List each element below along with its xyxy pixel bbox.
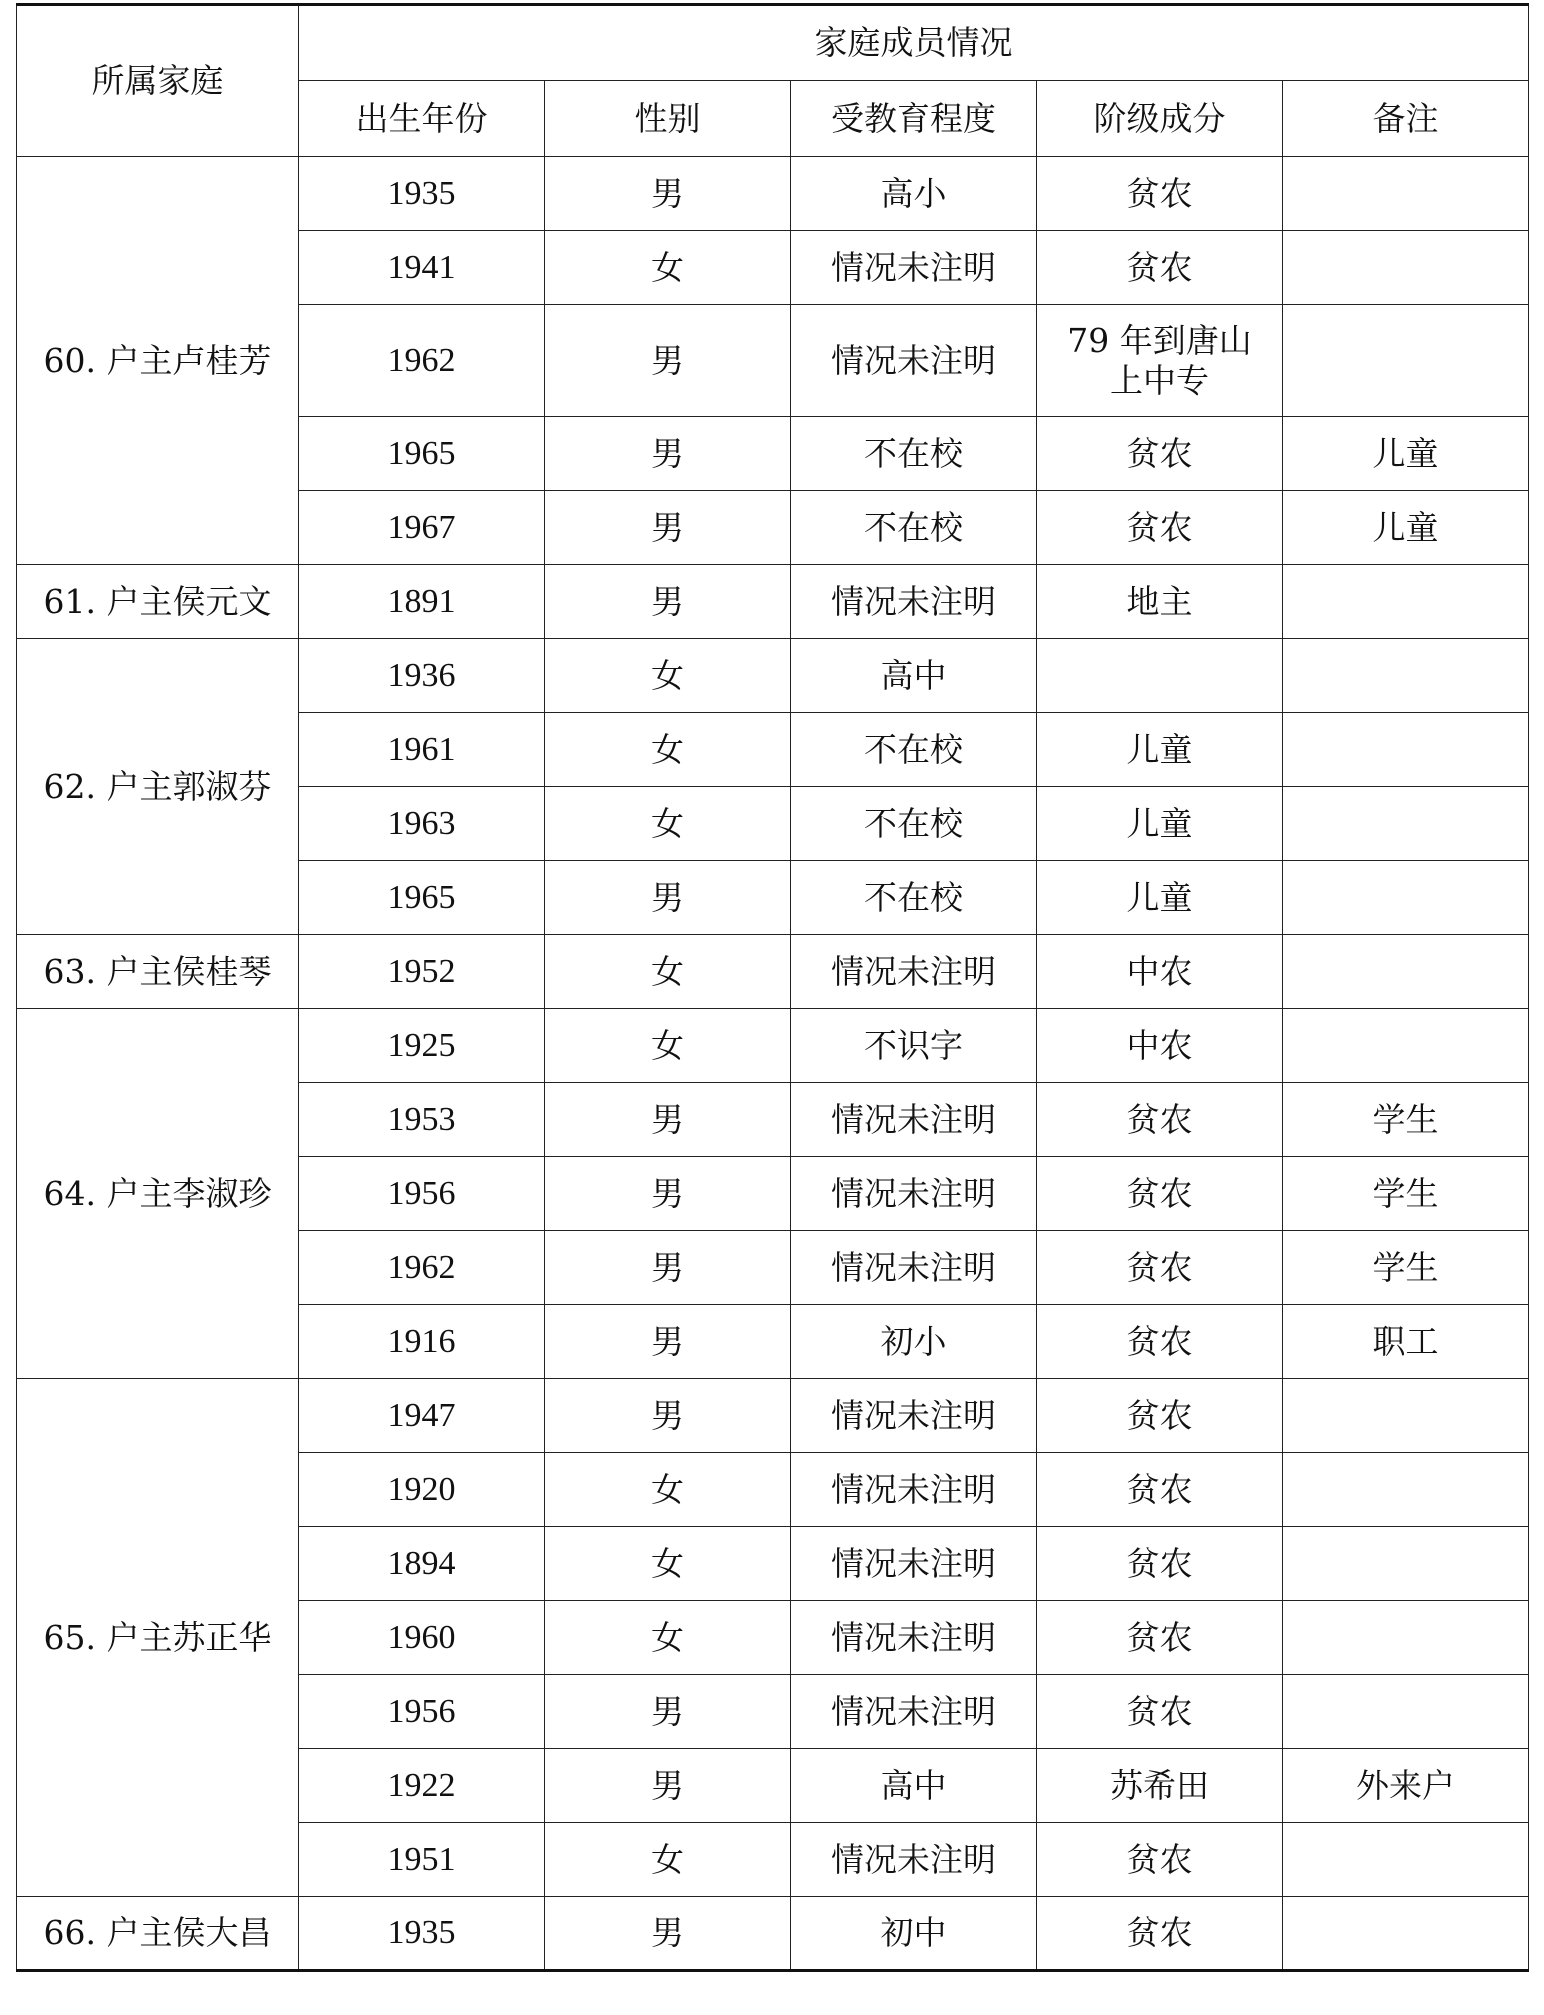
member-note	[1283, 1453, 1529, 1527]
member-sex: 男	[545, 157, 791, 231]
member-education: 情况未注明	[791, 1527, 1037, 1601]
member-sex: 女	[545, 231, 791, 305]
member-education: 情况未注明	[791, 231, 1037, 305]
member-note	[1283, 1823, 1529, 1897]
table-row	[17, 639, 1529, 713]
member-birth-year: 1935	[299, 1897, 545, 1971]
header-sex: 性别	[545, 81, 791, 157]
member-class-status: 贫农	[1037, 491, 1283, 565]
member-birth-year: 1947	[299, 1379, 545, 1453]
member-class-status: 苏希田	[1037, 1749, 1283, 1823]
member-education: 不在校	[791, 713, 1037, 787]
member-sex: 女	[545, 1009, 791, 1083]
household-name: 62. 户主郭淑芬	[17, 639, 299, 935]
member-sex: 男	[545, 565, 791, 639]
member-class-status: 贫农	[1037, 157, 1283, 231]
member-birth-year: 1960	[299, 1601, 545, 1675]
header-class-status: 阶级成分	[1037, 81, 1283, 157]
member-sex: 男	[545, 1305, 791, 1379]
member-class-status: 贫农	[1037, 1527, 1283, 1601]
member-sex: 男	[545, 417, 791, 491]
member-birth-year: 1951	[299, 1823, 545, 1897]
header-birth-year: 出生年份	[299, 81, 545, 157]
member-birth-year: 1965	[299, 861, 545, 935]
member-sex: 男	[545, 305, 791, 417]
member-note	[1283, 1379, 1529, 1453]
household-members-table	[16, 3, 1529, 1972]
member-class-status: 儿童	[1037, 861, 1283, 935]
member-note: 学生	[1283, 1083, 1529, 1157]
header-education: 受教育程度	[791, 81, 1037, 157]
member-note	[1283, 565, 1529, 639]
member-sex: 女	[545, 639, 791, 713]
member-sex: 男	[545, 1379, 791, 1453]
member-class-status: 贫农	[1037, 1305, 1283, 1379]
member-birth-year: 1956	[299, 1675, 545, 1749]
member-sex: 男	[545, 1083, 791, 1157]
table-row	[17, 565, 1529, 639]
member-note: 学生	[1283, 1157, 1529, 1231]
member-class-status: 中农	[1037, 1009, 1283, 1083]
member-education: 初小	[791, 1305, 1037, 1379]
member-sex: 男	[545, 491, 791, 565]
member-birth-year: 1965	[299, 417, 545, 491]
member-note	[1283, 1527, 1529, 1601]
member-class-status: 贫农	[1037, 1675, 1283, 1749]
member-education: 情况未注明	[791, 1083, 1037, 1157]
member-note	[1283, 787, 1529, 861]
member-note	[1283, 1675, 1529, 1749]
member-sex: 女	[545, 713, 791, 787]
member-note: 儿童	[1283, 417, 1529, 491]
member-sex: 男	[545, 1157, 791, 1231]
table-row	[17, 1379, 1529, 1453]
household-name: 63. 户主侯桂琴	[17, 935, 299, 1009]
table-row	[17, 1897, 1529, 1971]
member-education: 情况未注明	[791, 1157, 1037, 1231]
member-note: 外来户	[1283, 1749, 1529, 1823]
member-sex: 女	[545, 1823, 791, 1897]
member-note: 儿童	[1283, 491, 1529, 565]
member-class-status: 贫农	[1037, 1897, 1283, 1971]
member-sex: 男	[545, 1231, 791, 1305]
member-class-status: 贫农	[1037, 1083, 1283, 1157]
member-education: 不在校	[791, 787, 1037, 861]
member-sex: 女	[545, 1527, 791, 1601]
member-note	[1283, 157, 1529, 231]
header-row-group	[17, 5, 1529, 81]
member-education: 情况未注明	[791, 1823, 1037, 1897]
member-class-status-text: 79 年到唐山上中专	[1067, 320, 1252, 400]
member-education: 情况未注明	[791, 305, 1037, 417]
member-birth-year: 1894	[299, 1527, 545, 1601]
member-birth-year: 1952	[299, 935, 545, 1009]
member-note	[1283, 935, 1529, 1009]
household-name: 65. 户主苏正华	[17, 1379, 299, 1897]
member-sex: 女	[545, 1601, 791, 1675]
member-class-status: 贫农	[1037, 1157, 1283, 1231]
member-sex: 男	[545, 1675, 791, 1749]
member-class-status: 贫农	[1037, 1379, 1283, 1453]
member-class-status	[1037, 639, 1283, 713]
member-note	[1283, 1601, 1529, 1675]
household-name: 66. 户主侯大昌	[17, 1897, 299, 1971]
member-birth-year: 1936	[299, 639, 545, 713]
member-education: 不在校	[791, 417, 1037, 491]
member-class-status: 贫农	[1037, 231, 1283, 305]
member-sex: 女	[545, 787, 791, 861]
household-name: 60. 户主卢桂芳	[17, 157, 299, 565]
member-class-status: 贫农	[1037, 1453, 1283, 1527]
member-birth-year: 1941	[299, 231, 545, 305]
member-note: 学生	[1283, 1231, 1529, 1305]
header-note: 备注	[1283, 81, 1529, 157]
member-education: 不识字	[791, 1009, 1037, 1083]
member-birth-year: 1967	[299, 491, 545, 565]
member-class-status	[1037, 305, 1283, 417]
member-note	[1283, 713, 1529, 787]
member-class-status: 儿童	[1037, 713, 1283, 787]
household-name: 64. 户主李淑珍	[17, 1009, 299, 1379]
header-household: 所属家庭	[17, 5, 299, 157]
member-birth-year: 1925	[299, 1009, 545, 1083]
member-class-status: 地主	[1037, 565, 1283, 639]
member-education: 情况未注明	[791, 935, 1037, 1009]
table-header	[17, 5, 1529, 157]
member-class-status: 贫农	[1037, 1823, 1283, 1897]
member-birth-year: 1891	[299, 565, 545, 639]
member-education: 情况未注明	[791, 1453, 1037, 1527]
member-education: 高中	[791, 1749, 1037, 1823]
member-note	[1283, 1897, 1529, 1971]
member-birth-year: 1953	[299, 1083, 545, 1157]
member-education: 情况未注明	[791, 565, 1037, 639]
member-class-status: 贫农	[1037, 1601, 1283, 1675]
member-birth-year: 1916	[299, 1305, 545, 1379]
member-sex: 男	[545, 1897, 791, 1971]
member-education: 情况未注明	[791, 1231, 1037, 1305]
member-education: 高小	[791, 157, 1037, 231]
member-note	[1283, 1009, 1529, 1083]
table-row	[17, 935, 1529, 1009]
household-name: 61. 户主侯元文	[17, 565, 299, 639]
member-class-status: 贫农	[1037, 1231, 1283, 1305]
table-body	[17, 157, 1529, 1971]
member-birth-year: 1922	[299, 1749, 545, 1823]
member-note	[1283, 305, 1529, 417]
member-education: 不在校	[791, 491, 1037, 565]
member-sex: 男	[545, 1749, 791, 1823]
member-class-status: 中农	[1037, 935, 1283, 1009]
table-row	[17, 157, 1529, 231]
member-birth-year: 1935	[299, 157, 545, 231]
member-sex: 男	[545, 861, 791, 935]
member-note: 职工	[1283, 1305, 1529, 1379]
member-education: 初中	[791, 1897, 1037, 1971]
member-birth-year: 1920	[299, 1453, 545, 1527]
member-class-status: 儿童	[1037, 787, 1283, 861]
member-education: 高中	[791, 639, 1037, 713]
member-education: 情况未注明	[791, 1379, 1037, 1453]
member-education: 情况未注明	[791, 1675, 1037, 1749]
member-birth-year: 1956	[299, 1157, 545, 1231]
header-family-members: 家庭成员情况	[299, 5, 1529, 81]
member-sex: 女	[545, 1453, 791, 1527]
member-sex: 女	[545, 935, 791, 1009]
member-education: 不在校	[791, 861, 1037, 935]
table-row	[17, 1009, 1529, 1083]
member-note	[1283, 861, 1529, 935]
member-birth-year: 1962	[299, 305, 545, 417]
member-birth-year: 1963	[299, 787, 545, 861]
member-note	[1283, 231, 1529, 305]
member-birth-year: 1962	[299, 1231, 545, 1305]
member-class-status: 贫农	[1037, 417, 1283, 491]
member-note	[1283, 639, 1529, 713]
member-birth-year: 1961	[299, 713, 545, 787]
member-education: 情况未注明	[791, 1601, 1037, 1675]
